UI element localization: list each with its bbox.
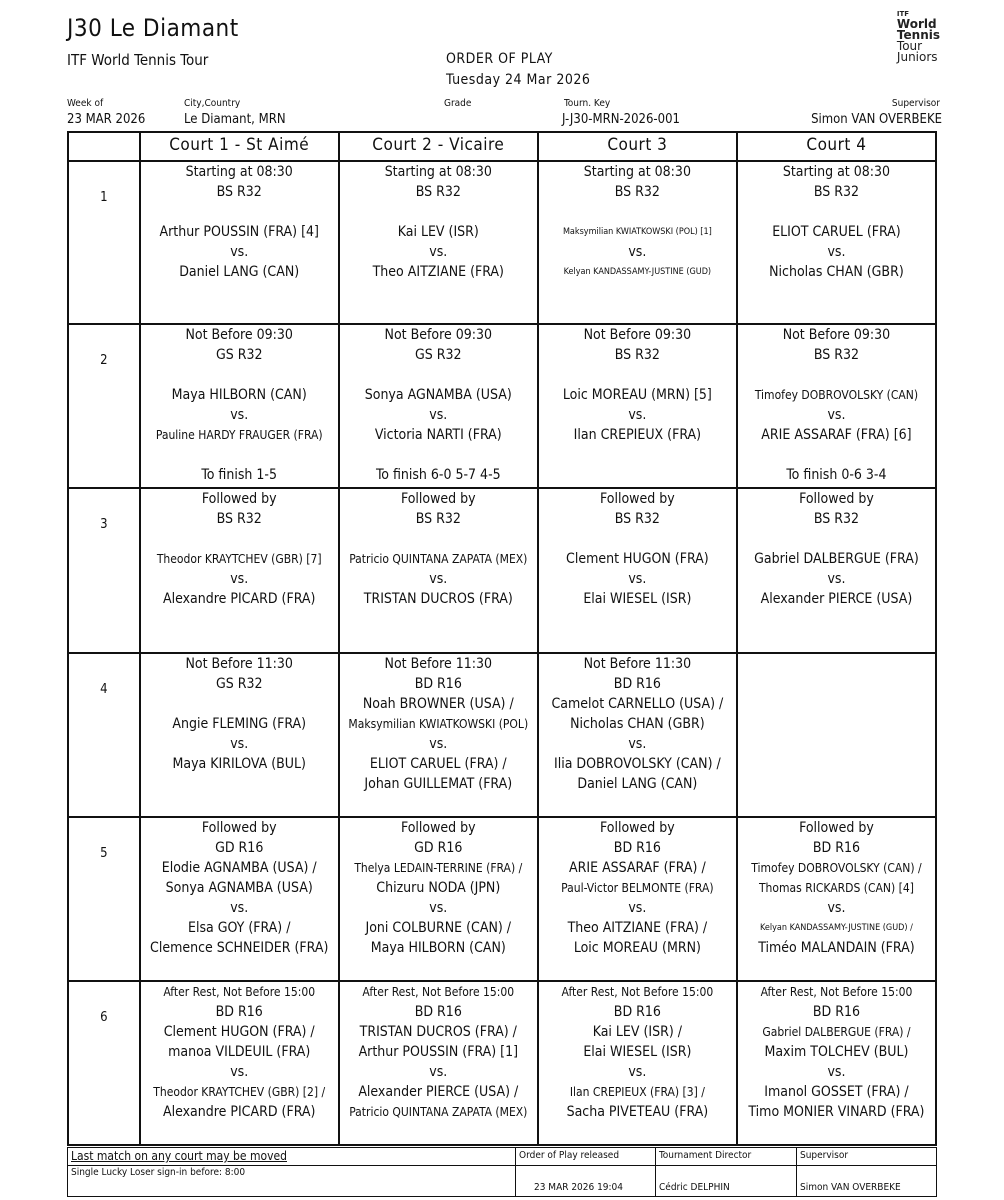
match-cell — [338, 654, 537, 816]
match-line — [738, 202, 935, 222]
match-line: Nicholas CHAN (GBR) — [570, 716, 705, 732]
match-event: BD R16 — [812, 1004, 860, 1020]
match-line: Elai WIESEL (ISR) — [583, 591, 692, 607]
court-header-4: Court 4 — [736, 133, 935, 160]
match-line: Arthur POUSSIN (FRA) [4] — [159, 224, 319, 240]
footer-released-value: 23 MAR 2026 19:04 — [534, 1182, 623, 1193]
match-time: After Rest, Not Before 15:00 — [760, 985, 913, 999]
match-line: Alexandre PICARD (FRA) — [162, 1104, 316, 1120]
match-line: Pauline HARDY FRAUGER (FRA) — [155, 428, 323, 442]
match-cell — [736, 489, 935, 652]
court-header-3: Court 3 — [537, 133, 736, 160]
match-event: BD R16 — [414, 1004, 462, 1020]
header-spacer — [69, 133, 139, 160]
match-line — [738, 445, 935, 465]
match-line: vs. — [628, 1064, 647, 1080]
logo-tag: ITF — [896, 10, 910, 18]
match-time: Not Before 09:30 — [583, 327, 692, 343]
match-row — [69, 487, 935, 652]
match-line — [539, 365, 736, 385]
match-line: Theodor KRAYTCHEV (GBR) [7] — [156, 552, 322, 566]
logo-line4: Juniors — [896, 50, 938, 64]
match-line: vs. — [230, 407, 249, 423]
match-line: vs. — [230, 244, 249, 260]
match-line: vs. — [628, 900, 647, 916]
match-line: ELIOT CARUEL (FRA) — [772, 224, 901, 240]
match-line: Ilan CREPIEUX (FRA) — [573, 427, 702, 443]
court-header-2: Court 2 - Vicaire — [338, 133, 537, 160]
match-line — [539, 529, 736, 549]
match-line: Imanol GOSSET (FRA) / — [764, 1084, 909, 1100]
match-line: Chizuru NODA (JPN) — [376, 880, 501, 896]
match-line: Angie FLEMING (FRA) — [172, 716, 307, 732]
match-line — [340, 445, 537, 465]
match-event: BS R32 — [614, 347, 660, 363]
match-line: Alexander PIERCE (USA) — [760, 591, 913, 607]
match-line — [738, 529, 935, 549]
match-cell — [338, 982, 537, 1144]
match-time: Starting at 08:30 — [384, 164, 492, 180]
play-date: Tuesday 24 Mar 2026 — [446, 72, 591, 88]
match-cell — [537, 982, 736, 1144]
match-event: BS R32 — [415, 511, 461, 527]
match-event: BS R32 — [614, 184, 660, 200]
match-line: Maya KIRILOVA (BUL) — [172, 756, 306, 772]
match-line: Timofey DOBROVOLSKY (CAN) — [754, 388, 919, 402]
match-line: TRISTAN DUCROS (FRA) — [363, 591, 513, 607]
match-time: Not Before 11:30 — [583, 656, 692, 672]
match-time: Starting at 08:30 — [583, 164, 691, 180]
city-value: Le Diamant, MRN — [184, 112, 286, 127]
match-cell — [736, 982, 935, 1144]
match-line: Arthur POUSSIN (FRA) [1] — [358, 1044, 518, 1060]
match-line: Ilia DOBROVOLSKY (CAN) / — [553, 756, 721, 772]
match-cell — [338, 818, 537, 980]
match-line: vs. — [429, 736, 448, 752]
grade-label: Grade — [444, 98, 472, 109]
match-line: Maksymilian KWIATKOWSKI (POL) [1] — [562, 227, 712, 237]
tournament-title: J30 Le Diamant — [67, 14, 239, 42]
match-line: To finish 0-6 3-4 — [786, 467, 887, 483]
match-line: Loic MOREAU (MRN) [5] — [562, 387, 712, 403]
match-line: vs. — [429, 571, 448, 587]
match-cell — [537, 654, 736, 816]
match-line: Clement HUGON (FRA) — [566, 551, 709, 567]
footer-supervisor-value: Simon VAN OVERBEKE — [800, 1182, 901, 1193]
match-cell — [537, 162, 736, 323]
match-line: Johan GUILLEMAT (FRA) — [364, 776, 513, 792]
match-line: vs. — [827, 407, 846, 423]
match-line: vs. — [628, 571, 647, 587]
match-line — [340, 529, 537, 549]
match-line — [141, 529, 338, 549]
match-cell — [338, 162, 537, 323]
match-line: Timéo MALANDAIN (FRA) — [758, 940, 915, 956]
match-cell — [139, 818, 338, 980]
match-time: Followed by — [400, 820, 476, 836]
match-line: vs. — [628, 407, 647, 423]
match-line: Maxim TOLCHEV (BUL) — [764, 1044, 909, 1060]
match-time: Not Before 11:30 — [185, 656, 293, 672]
match-line: Patricio QUINTANA ZAPATA (MEX) — [349, 552, 528, 566]
match-line — [141, 694, 338, 714]
itf-logo — [897, 10, 940, 63]
key-label: Tourn. Key — [564, 98, 611, 109]
match-line — [141, 365, 338, 385]
match-row — [69, 652, 935, 816]
match-cell — [736, 654, 935, 816]
logo-line3: Tour — [896, 39, 923, 53]
match-cell — [139, 162, 338, 323]
match-time: After Rest, Not Before 15:00 — [362, 985, 515, 999]
match-event: BD R16 — [414, 676, 462, 692]
match-cell — [338, 325, 537, 487]
week-value: 23 MAR 2026 — [67, 112, 146, 127]
match-line: Loic MOREAU (MRN) — [573, 940, 701, 956]
match-line: Maya HILBORN (CAN) — [171, 387, 307, 403]
match-event: BS R32 — [216, 511, 262, 527]
match-cell — [139, 325, 338, 487]
match-line: Joni COLBURNE (CAN) / — [365, 920, 512, 936]
match-line — [738, 365, 935, 385]
match-line: vs. — [827, 1064, 846, 1080]
match-line: vs. — [429, 407, 448, 423]
match-line: TRISTAN DUCROS (FRA) / — [359, 1024, 517, 1040]
match-line: Maya HILBORN (CAN) — [370, 940, 506, 956]
match-line: manoa VILDEUIL (FRA) — [168, 1044, 311, 1060]
match-line: Elodie AGNAMBA (USA) / — [161, 860, 317, 876]
match-line: vs. — [230, 571, 249, 587]
match-line: Daniel LANG (CAN) — [179, 264, 300, 280]
match-rows — [69, 160, 935, 1144]
match-cell — [537, 325, 736, 487]
match-line: Gabriel DALBERGUE (FRA) — [754, 551, 919, 567]
match-row — [69, 323, 935, 487]
match-time: Followed by — [400, 491, 476, 507]
match-time: Starting at 08:30 — [185, 164, 293, 180]
match-line: Sonya AGNAMBA (USA) — [165, 880, 313, 896]
match-event: BS R32 — [813, 347, 860, 363]
match-line: Elsa GOY (FRA) / — [187, 920, 291, 936]
match-line: vs. — [230, 736, 249, 752]
match-line: Elai WIESEL (ISR) — [583, 1044, 692, 1060]
logo-line2: Tennis — [896, 28, 940, 42]
logo-line1: World — [896, 17, 937, 31]
match-number: 5 — [100, 846, 108, 861]
match-event: BS R32 — [216, 184, 262, 200]
match-line — [141, 202, 338, 222]
match-line: Kelyan KANDASSAMY-JUSTINE (GUD) — [563, 267, 712, 277]
match-line: Maksymilian KWIATKOWSKI (POL) — [348, 717, 529, 731]
match-row — [69, 160, 935, 323]
match-cell — [736, 162, 935, 323]
match-line: To finish 6-0 5-7 4-5 — [375, 467, 501, 483]
match-time: Followed by — [600, 820, 675, 836]
match-line: Theo AITZIANE (FRA) — [372, 264, 504, 280]
match-event: BD R16 — [613, 840, 661, 856]
match-cell — [338, 489, 537, 652]
match-row — [69, 816, 935, 980]
match-line: ARIE ASSARAF (FRA) [6] — [761, 427, 912, 443]
match-line: Clement HUGON (FRA) / — [163, 1024, 315, 1040]
match-cell — [736, 818, 935, 980]
match-line: To finish 1-5 — [201, 467, 277, 483]
match-line: Theo AITZIANE (FRA) / — [567, 920, 708, 936]
match-row — [69, 980, 935, 1144]
week-label: Week of — [67, 98, 104, 109]
match-event: BS R32 — [813, 184, 860, 200]
footer-note-move: Last match on any court may be moved — [71, 1149, 287, 1163]
match-time: Followed by — [201, 491, 277, 507]
match-line: vs. — [230, 900, 249, 916]
match-time: Not Before 09:30 — [384, 327, 493, 343]
key-value: J-J30-MRN-2026-001 — [562, 112, 680, 127]
match-line: vs. — [628, 244, 647, 260]
footer-supervisor-label: Supervisor — [800, 1150, 849, 1161]
match-line: Thomas RICKARDS (CAN) [4] — [758, 881, 914, 895]
supervisor-label: Supervisor — [891, 98, 940, 109]
match-line: vs. — [429, 244, 448, 260]
match-number: 3 — [100, 517, 108, 532]
match-line — [539, 202, 736, 222]
match-event: BD R16 — [613, 676, 661, 692]
match-line: Clemence SCHNEIDER (FRA) — [150, 940, 329, 956]
match-time: Not Before 09:30 — [185, 327, 293, 343]
match-line: Alexander PIERCE (USA) / — [358, 1084, 519, 1100]
match-line: Alexandre PICARD (FRA) — [162, 591, 316, 607]
match-line: vs. — [827, 571, 846, 587]
match-time: Followed by — [799, 491, 874, 507]
match-line: Patricio QUINTANA ZAPATA (MEX) — [349, 1105, 528, 1119]
match-line: Thelya LEDAIN-TERRINE (FRA) / — [354, 861, 523, 875]
match-event: GS R32 — [215, 347, 263, 363]
footer-note-lucky-loser: Single Lucky Loser sign-in before: 8:00 — [71, 1167, 246, 1178]
supervisor-value: Simon VAN OVERBEKE — [811, 112, 942, 127]
match-number: 2 — [100, 353, 108, 368]
match-event: GD R16 — [414, 840, 463, 856]
match-line: vs. — [429, 900, 448, 916]
footer-table — [67, 1147, 937, 1197]
match-event: BD R16 — [215, 1004, 263, 1020]
match-line: Paul-Victor BELMONTE (FRA) — [561, 881, 714, 895]
match-event: BD R16 — [812, 840, 860, 856]
match-line: Kai LEV (ISR) — [397, 224, 479, 240]
match-number: 6 — [100, 1010, 108, 1025]
match-time: After Rest, Not Before 15:00 — [163, 985, 316, 999]
match-event: BS R32 — [415, 184, 461, 200]
match-time: Followed by — [799, 820, 874, 836]
match-cell — [537, 818, 736, 980]
match-time: Followed by — [600, 491, 675, 507]
match-line: Noah BROWNER (USA) / — [362, 696, 514, 712]
match-time: Not Before 11:30 — [384, 656, 493, 672]
match-line — [340, 202, 537, 222]
match-line: Kai LEV (ISR) / — [592, 1024, 683, 1040]
match-line: Gabriel DALBERGUE (FRA) / — [762, 1025, 911, 1039]
match-line: Timo MONIER VINARD (FRA) — [748, 1104, 925, 1120]
match-event: BD R16 — [613, 1004, 661, 1020]
match-line: Ilan CREPIEUX (FRA) [3] / — [569, 1085, 705, 1099]
match-cell — [139, 982, 338, 1144]
match-cell — [537, 489, 736, 652]
match-line: vs. — [628, 736, 647, 752]
match-time: Followed by — [201, 820, 277, 836]
match-time: After Rest, Not Before 15:00 — [561, 985, 714, 999]
match-line: Kelyan KANDASSAMY-JUSTINE (GUD) / — [760, 923, 913, 933]
match-line: Sacha PIVETEAU (FRA) — [566, 1104, 709, 1120]
city-label: City,Country — [184, 98, 241, 109]
match-cell — [139, 489, 338, 652]
match-line: vs. — [230, 1064, 249, 1080]
match-line: vs. — [827, 244, 846, 260]
match-line: Nicholas CHAN (GBR) — [769, 264, 904, 280]
court-header-row — [69, 133, 935, 160]
match-time: Not Before 09:30 — [782, 327, 891, 343]
match-line — [141, 445, 338, 465]
match-event: BS R32 — [813, 511, 860, 527]
match-event: BS R32 — [614, 511, 660, 527]
match-line: vs. — [827, 900, 846, 916]
match-cell — [736, 325, 935, 487]
tour-subtitle: ITF World Tennis Tour — [67, 51, 209, 69]
match-line: ELIOT CARUEL (FRA) / — [369, 756, 507, 772]
match-line: vs. — [429, 1064, 448, 1080]
match-line: Daniel LANG (CAN) — [577, 776, 698, 792]
match-line — [340, 365, 537, 385]
match-line: Sonya AGNAMBA (USA) — [364, 387, 512, 403]
match-line: Camelot CARNELLO (USA) / — [551, 696, 724, 712]
footer-director-value: Cédric DELPHIN — [659, 1182, 730, 1193]
match-time: Starting at 08:30 — [782, 164, 891, 180]
match-line: Timofey DOBROVOLSKY (CAN) / — [751, 861, 922, 875]
match-cell — [139, 654, 338, 816]
match-number: 1 — [100, 190, 108, 205]
doc-title: ORDER OF PLAY — [446, 51, 553, 67]
match-event: GS R32 — [415, 347, 462, 363]
match-number: 4 — [100, 682, 108, 697]
order-of-play-grid — [67, 131, 937, 1146]
match-line: Theodor KRAYTCHEV (GBR) [2] / — [153, 1085, 326, 1099]
match-line: Victoria NARTI (FRA) — [374, 427, 502, 443]
footer-released-label: Order of Play released — [519, 1150, 620, 1161]
match-line: ARIE ASSARAF (FRA) / — [569, 860, 706, 876]
match-event: GD R16 — [215, 840, 264, 856]
match-event: GS R32 — [215, 676, 263, 692]
court-header-1: Court 1 - St Aimé — [139, 133, 338, 160]
footer-director-label: Tournament Director — [659, 1150, 752, 1161]
